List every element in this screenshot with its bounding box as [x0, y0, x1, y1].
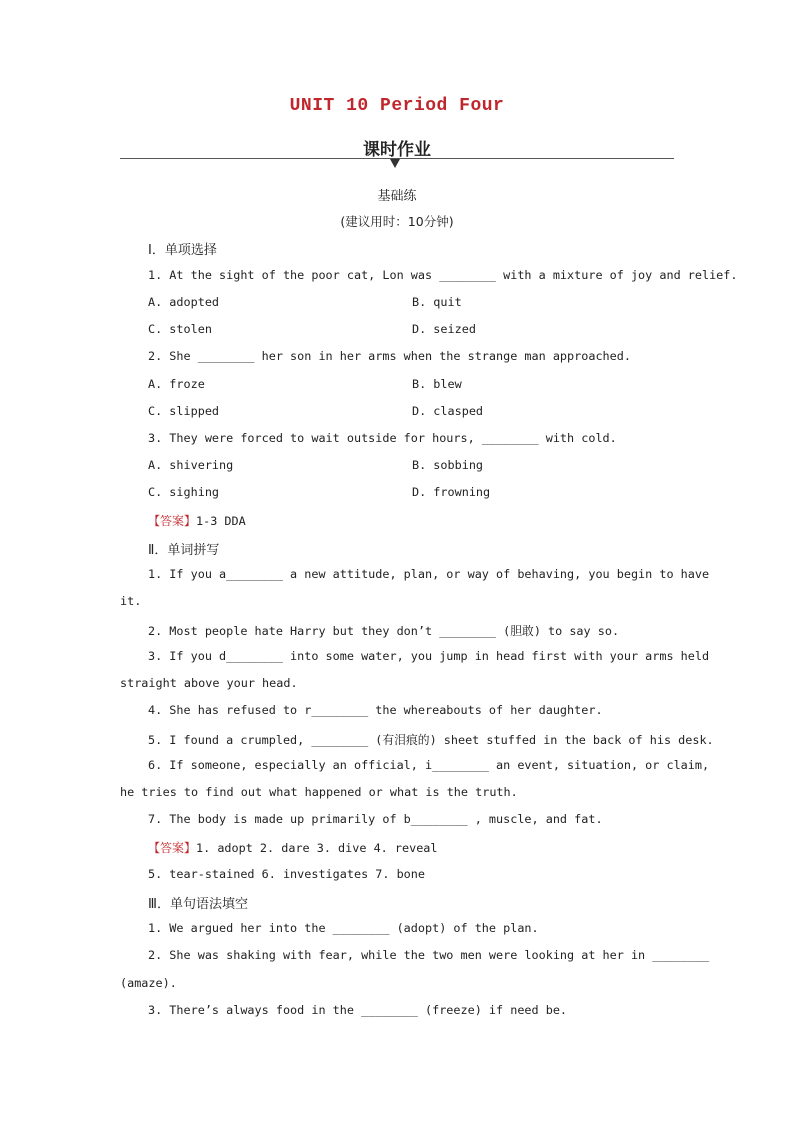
- option: B. sobbing: [412, 458, 484, 472]
- part3-heading: Ⅲ．单句语法填空: [148, 897, 248, 912]
- question-line: it.: [120, 594, 142, 608]
- answer-text: 1. adopt 2. dare 3. dive 4. reveal: [196, 841, 438, 855]
- page-subtitle: 课时作业: [363, 140, 431, 160]
- option: C. stolen: [148, 322, 212, 336]
- question-line: 4. She has refused to r________ the whereabouts of her daughter.: [148, 703, 603, 717]
- option: C. slipped: [148, 404, 220, 418]
- question-line: 1. We argued her into the ________ (adopt) of the plan.: [148, 921, 539, 935]
- option: B. blew: [412, 377, 462, 391]
- down-triangle-icon: [390, 159, 400, 168]
- question-stem: 1. At the sight of the poor cat, Lon was ________ with a mixture of joy and relief.: [148, 268, 738, 282]
- question-stem: 2. She ________ her son in her arms when the strange man approached.: [148, 349, 631, 363]
- question-line: 6. If someone, especially an official, i________ an event, situation, or claim,: [148, 758, 710, 772]
- time-note: (建议用时：10分钟): [340, 214, 454, 229]
- section-heading: 基础练: [377, 189, 417, 204]
- question-line: straight above your head.: [120, 676, 298, 690]
- option: B. quit: [412, 295, 462, 309]
- question-line: 3. If you d________ into some water, you jump in head first with your arms held: [148, 649, 710, 663]
- page-title: UNIT 10 Period Four: [289, 96, 505, 116]
- option: C. sighing: [148, 485, 220, 499]
- part2-heading: Ⅱ．单词拼写: [148, 543, 220, 558]
- option: D. frowning: [412, 485, 491, 499]
- question-line: 7. The body is made up primarily of b________ , muscle, and fat.: [148, 812, 603, 826]
- option: A. shivering: [148, 458, 234, 472]
- question-line: (amaze).: [120, 976, 177, 990]
- answer-tag: 【答案】: [148, 841, 197, 855]
- answer-text: 5. tear-stained 6. investigates 7. bone: [148, 867, 425, 881]
- option: A. adopted: [148, 295, 220, 309]
- question-line: 1. If you a________ a new attitude, plan, or way of behaving, you begin to have: [148, 567, 710, 581]
- question-line: 2. Most people hate Harry but they don’t ________ (胆敢) to say so.: [148, 624, 620, 638]
- answer-line: [148, 512, 246, 529]
- question-line: he tries to find out what happened or what is the truth.: [120, 785, 518, 799]
- option: D. seized: [412, 322, 476, 336]
- question-stem: 3. They were forced to wait outside for hours, ________ with cold.: [148, 431, 617, 445]
- part1-heading: Ⅰ．单项选择: [148, 243, 217, 258]
- answer-text: 1-3 DDA: [196, 514, 246, 528]
- answer-tag: 【答案】: [148, 514, 197, 528]
- question-line: 2. She was shaking with fear, while the two men were looking at her in ________: [148, 948, 710, 962]
- answer-line: [148, 839, 438, 856]
- question-line: 5. I found a crumpled, ________ (有泪痕的) sheet stuffed in the back of his desk.: [148, 733, 714, 747]
- option: A. froze: [148, 377, 205, 391]
- question-line: 3. There’s always food in the ________ (freeze) if need be.: [148, 1003, 568, 1017]
- option: D. clasped: [412, 404, 484, 418]
